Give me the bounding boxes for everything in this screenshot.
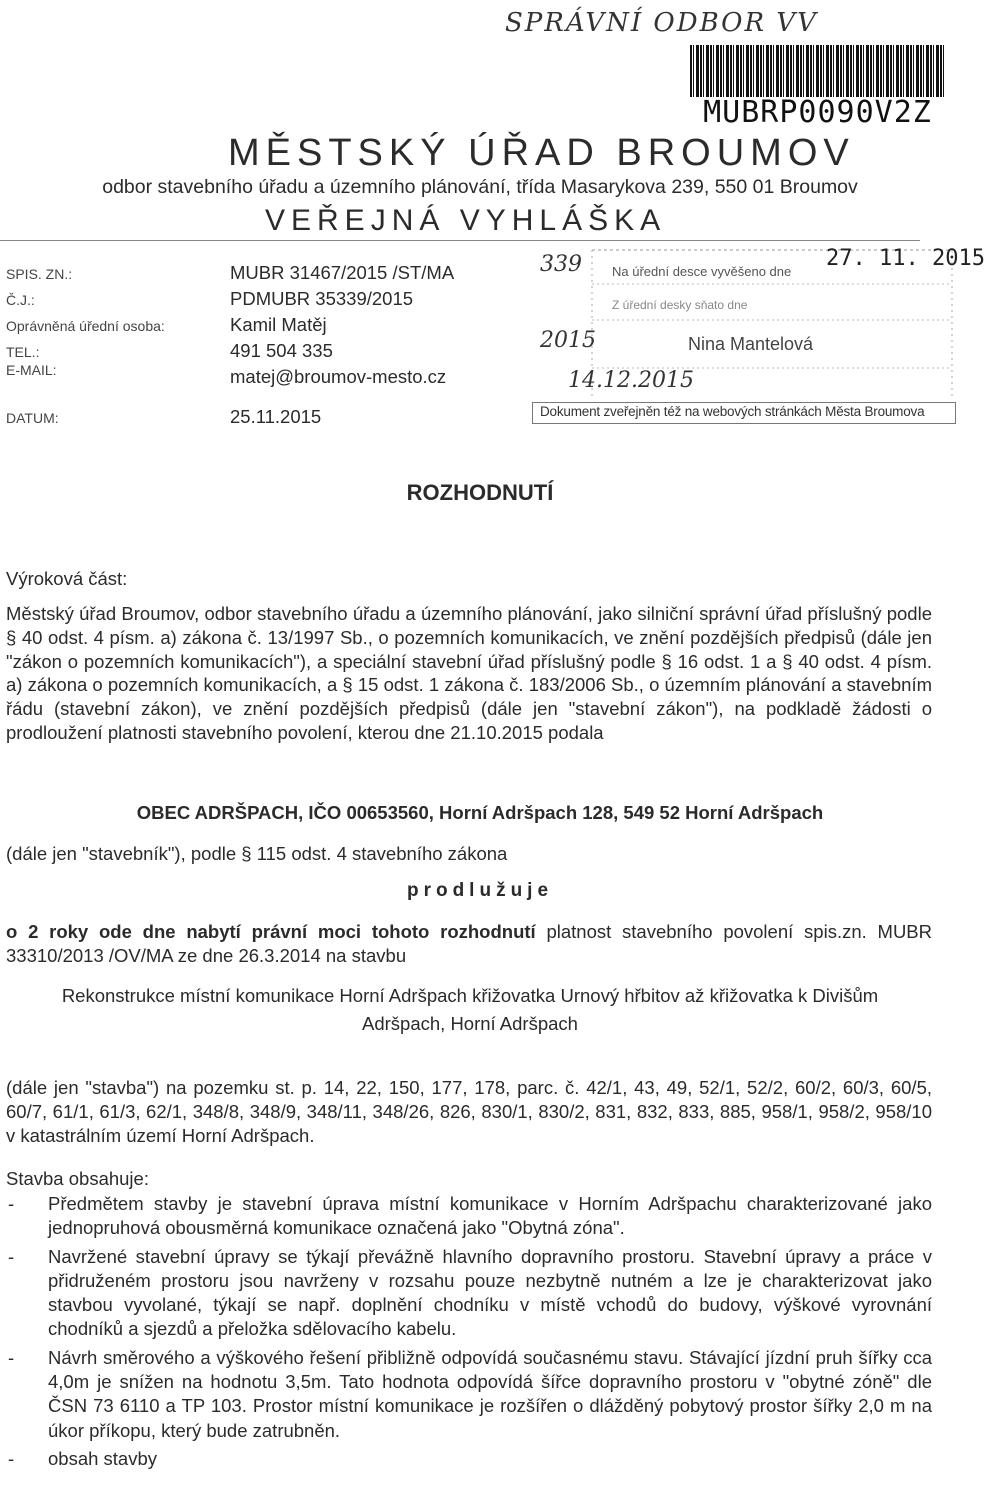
operative-part-label: Výroková část: — [6, 568, 128, 589]
office-department: odbor stavebního úřadu a územního plánování, třída Masarykova 239, 550 01 Broumov — [102, 176, 858, 198]
project-name: Rekonstrukce místní komunikace Horní Adršpach křižovatka Urnový hřbitov až křižovatka k Divišům Adršpach, Horní Adršpach — [61, 985, 879, 1034]
decision-heading: ROZHODNUTÍ — [406, 480, 554, 505]
stamp-handwritten-year: 2015 — [540, 328, 596, 353]
barcode-code: MUBRP0090V2Z — [703, 95, 932, 130]
phone-value: 491 504 335 — [230, 340, 333, 361]
extension-paragraph — [6, 920, 932, 968]
stamp-posted-label: Na úřední desce vyvěšeno dne — [612, 264, 792, 279]
list-item-text: Návrh směrového a výškového řešení přibližně odpovídá současnému stavu. Stávající jízdní pruh šířky cca 4,0m je snížen na hodnotu 3,5m. Tato hodnota odpovídá šířce dopravního prostoru v "obytné zóně" dle ČSN 73 6110 a TP 103. Prostor místní komunikace je rozšířen o dlážděný pobytový prostor šířky 2,0 m na úkor příkopu, který bude zatrubněn. — [48, 1346, 932, 1441]
applicant-line: OBEC ADRŠPACH, IČO 00653560, Horní Adršpach 128, 549 52 Horní Adršpach — [136, 802, 824, 823]
contents-list — [6, 1192, 932, 1475]
stamp-number: 339 — [540, 252, 582, 277]
verdict-word: prodlužuje — [406, 880, 554, 901]
official-value: Kamil Matěj — [230, 314, 327, 335]
parcels-paragraph: (dále jen "stavba") na pozemku st. p. 14, 22, 150, 177, 178, parc. č. 42/1, 43, 49, 52/1, 52/2, 60/2, 60/3, 60/5, 60/7, 61/1, 61/3, 62/1, 348/8, 348/9, 348/11, 348/26, 826, 830/1, 830/2, 831, 832, 833, 885, 958/1, 958/2, 958/10 v katastrálním území Horní Adršpach. — [6, 1077, 932, 1146]
reference-value: PDMUBR 35339/2015 — [230, 288, 414, 309]
stamp-removed-label: Z úřední desky sňato dne — [612, 298, 748, 312]
list-item: - Návrh směrového a výškového řešení přibližně odpovídá současnému stavu. Stávající jízdní pruh šířky cca 4,0m je snížen na hodnotu 3,5m. Tato hodnota odpovídá šířce dopravního prostoru v "obytné zóně" dle ČSN 73 6110 a TP 103. Prostor místní komunikace je rozšířen o dlážděný pobytový prostor šířky 2,0 m na úkor příkopu, který bude zatrubněn. — [8, 1346, 932, 1441]
extension-text: platnost stavebního povolení spis.zn. MUBR 33310/2013 /OV/MA ze dne 26.3.2014 na stavbu — [6, 921, 933, 966]
extension-emphasis: o 2 roky ode dne nabytí právní moci tohoto rozhodnutí — [6, 921, 536, 942]
file-number-value: MUBR 31467/2015 /ST/MA — [230, 262, 455, 283]
date-value: 25.11.2015 — [230, 406, 322, 427]
applicant-note: (dále jen "stavebník"), podle § 115 odst. 4 stavebního zákona — [6, 843, 508, 864]
stamp-web-note: Dokument zveřejněn též na webových stránkách Města Broumova — [540, 404, 925, 419]
contents-label: Stavba obsahuje: — [6, 1168, 149, 1189]
email-value: matej@broumov-mesto.cz — [230, 366, 447, 387]
reference-label: Č.J.: — [6, 292, 35, 308]
file-number-label: SPIS. ZN.: — [6, 266, 73, 282]
handwritten-note: SPRÁVNÍ ODBOR VV — [505, 8, 818, 38]
intro-paragraph: Městský úřad Broumov, odbor stavebního úřadu a územního plánování, jako silniční správní úřad příslušný podle § 40 odst. 4 písm. a) zákona č. 13/1997 Sb., o pozemních komunikacích, ve znění pozdějších předpisů (dále jen "zákon o pozemních komunikacích"), a speciální stavební úřad příslušný podle § 16 odst. 1 a § 40 odst. 4 písm. a) zákona o pozemních komunikacích, a § 15 odst. 1 zákona č. 183/2006 Sb., o územním plánování a stavebním řádu (stavební zákon), ve znění pozdějších předpisů (dále jen "stavební zákon"), na podkladě žádosti o prodloužení platnosti stavebního povolení, kterou dne 21.10.2015 podala — [6, 603, 932, 743]
list-item: - Předmětem stavby je stavební úprava místní komunikace v Horním Adršpachu charakterizované jako jednopruhová obousměrná komunikace označená jako "Obytná zóna". — [8, 1193, 932, 1239]
list-item-text: Předmětem stavby je stavební úprava místní komunikace v Horním Adršpachu charakterizované jako jednopruhová obousměrná komunikace označená jako "Obytná zóna". — [48, 1193, 932, 1239]
list-item: - Navržené stavební úpravy se týkají převážně hlavního dopravního prostoru. Stavební úpravy a práce v přidruženém prostoru jsou navrženy v rozsahu pouze nezbytně nutném a lze je charakterizovat jako stavbou vyvolané, týkají se např. doplnění chodníku v místě vchodů do budovy, výškové vyrovnání chodníků a sjezdů a přeložka sdělovacího kabelu. — [8, 1245, 932, 1340]
phone-label: TEL.: — [6, 344, 40, 360]
office-title: MĚSTSKÝ ÚŘAD BROUMOV — [228, 132, 855, 174]
list-item-text: obsah stavby — [48, 1447, 158, 1469]
email-label: E-MAIL: — [6, 362, 57, 378]
stamp-handwritten-date: 14.12.2015 — [568, 368, 694, 393]
list-item: - obsah stavby — [8, 1447, 158, 1469]
stamp-name: Nina Mantelová — [688, 334, 814, 354]
list-item-text: Navržené stavební úpravy se týkají převážně hlavního dopravního prostoru. Stavební úpravy a práce v přidruženém prostoru jsou navrženy v rozsahu pouze nezbytně nutném a lze je charakterizovat jako stavbou vyvolané, týkají se např. doplnění chodníku v místě vchodů do budovy, výškové vyrovnání chodníků a sjezdů a přeložka sdělovacího kabelu. — [48, 1245, 932, 1340]
header-divider — [0, 240, 920, 241]
barcode — [690, 45, 945, 97]
document-type: VEŘEJNÁ VYHLÁŠKA — [265, 204, 667, 237]
stamp-posted-date: 27. 11. 2015 — [826, 246, 985, 271]
date-label: DATUM: — [6, 410, 59, 426]
official-label: Oprávněná úřední osoba: — [6, 318, 165, 334]
